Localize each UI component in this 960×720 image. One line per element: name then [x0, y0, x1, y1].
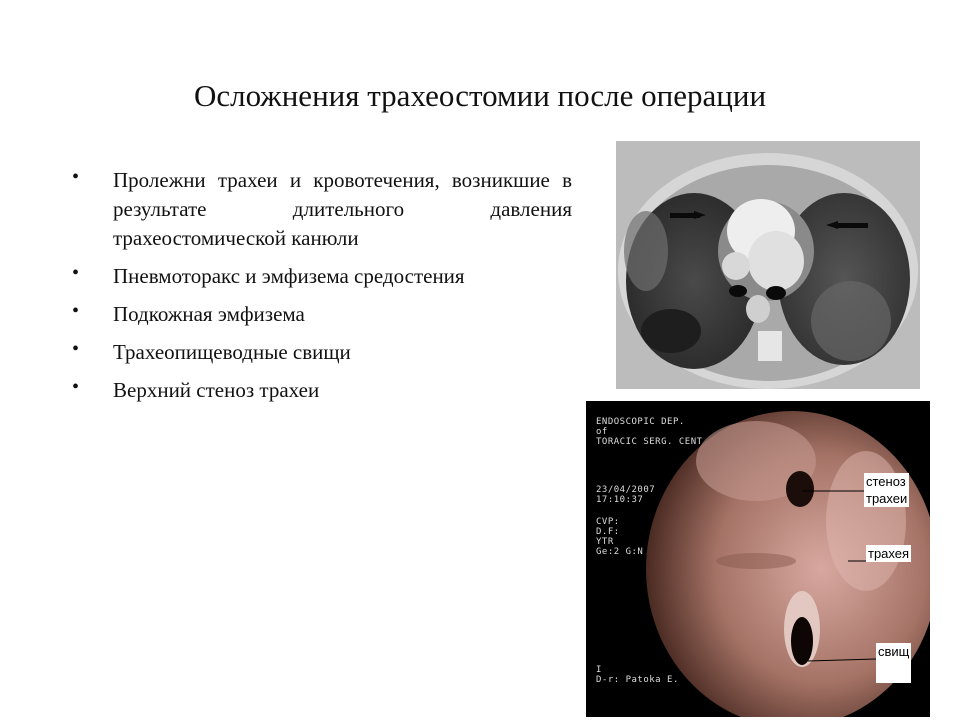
- bullet-item: [72, 376, 572, 405]
- bullet-item: [72, 338, 572, 367]
- endo-footer-line: D-r: Patoka E.: [596, 675, 679, 685]
- bullet-text: Верхний стеноз трахеи: [113, 378, 320, 402]
- endo-footer-line: I: [596, 665, 602, 675]
- label-stenosis-line: стеноз: [866, 474, 906, 489]
- bullet-text: Пневмоторакс и эмфизема средостения: [113, 264, 465, 288]
- bullet-icon: •: [72, 300, 80, 322]
- slide-title: Осложнения трахеостомии после операции: [193, 78, 767, 113]
- ct-scan-graphic: [616, 141, 920, 389]
- bullet-text: Пролежни трахеи и кровотечения, возникшие в результате длительного давления трахеостомической канюли: [113, 168, 572, 250]
- endo-header: [596, 417, 703, 447]
- endoscopy-image: [586, 401, 930, 717]
- endo-info-line: Ge:2 G:N: [596, 547, 644, 557]
- label-stenosis: [864, 473, 909, 507]
- label-fistula: [876, 643, 911, 683]
- endo-info: [596, 517, 643, 557]
- bullet-icon: •: [72, 338, 80, 360]
- label-trachea: [866, 545, 911, 562]
- endo-header-line: TORACIC SERG. CENT: [596, 437, 703, 447]
- endo-header-line: of: [596, 427, 608, 437]
- endo-datetime: [596, 485, 655, 505]
- bullet-list: [72, 166, 572, 414]
- endo-time: 17:10:37: [596, 495, 644, 505]
- endo-info-line: YTR: [596, 537, 614, 547]
- label-stenosis-line: трахеи: [866, 491, 908, 506]
- bullet-icon: •: [72, 262, 80, 284]
- bullet-icon: •: [72, 166, 80, 188]
- bullet-text: Трахеопищеводные свищи: [113, 340, 351, 364]
- endo-header-line: ENDOSCOPIC DEP.: [596, 417, 685, 427]
- endo-date: 23/04/2007: [596, 485, 656, 495]
- bullet-text: Подкожная эмфизема: [113, 302, 305, 326]
- bullet-item: [72, 300, 572, 329]
- label-trachea-text: трахея: [868, 546, 910, 561]
- endo-info-line: CVP:: [596, 517, 620, 527]
- label-fistula-text: свищ: [878, 644, 910, 659]
- endo-info-line: D.F:: [596, 527, 620, 537]
- bullet-item: [72, 166, 572, 253]
- bullet-item: [72, 262, 572, 291]
- endo-footer: [596, 665, 679, 685]
- ct-scan-image: [616, 141, 920, 389]
- bullet-icon: •: [72, 376, 80, 398]
